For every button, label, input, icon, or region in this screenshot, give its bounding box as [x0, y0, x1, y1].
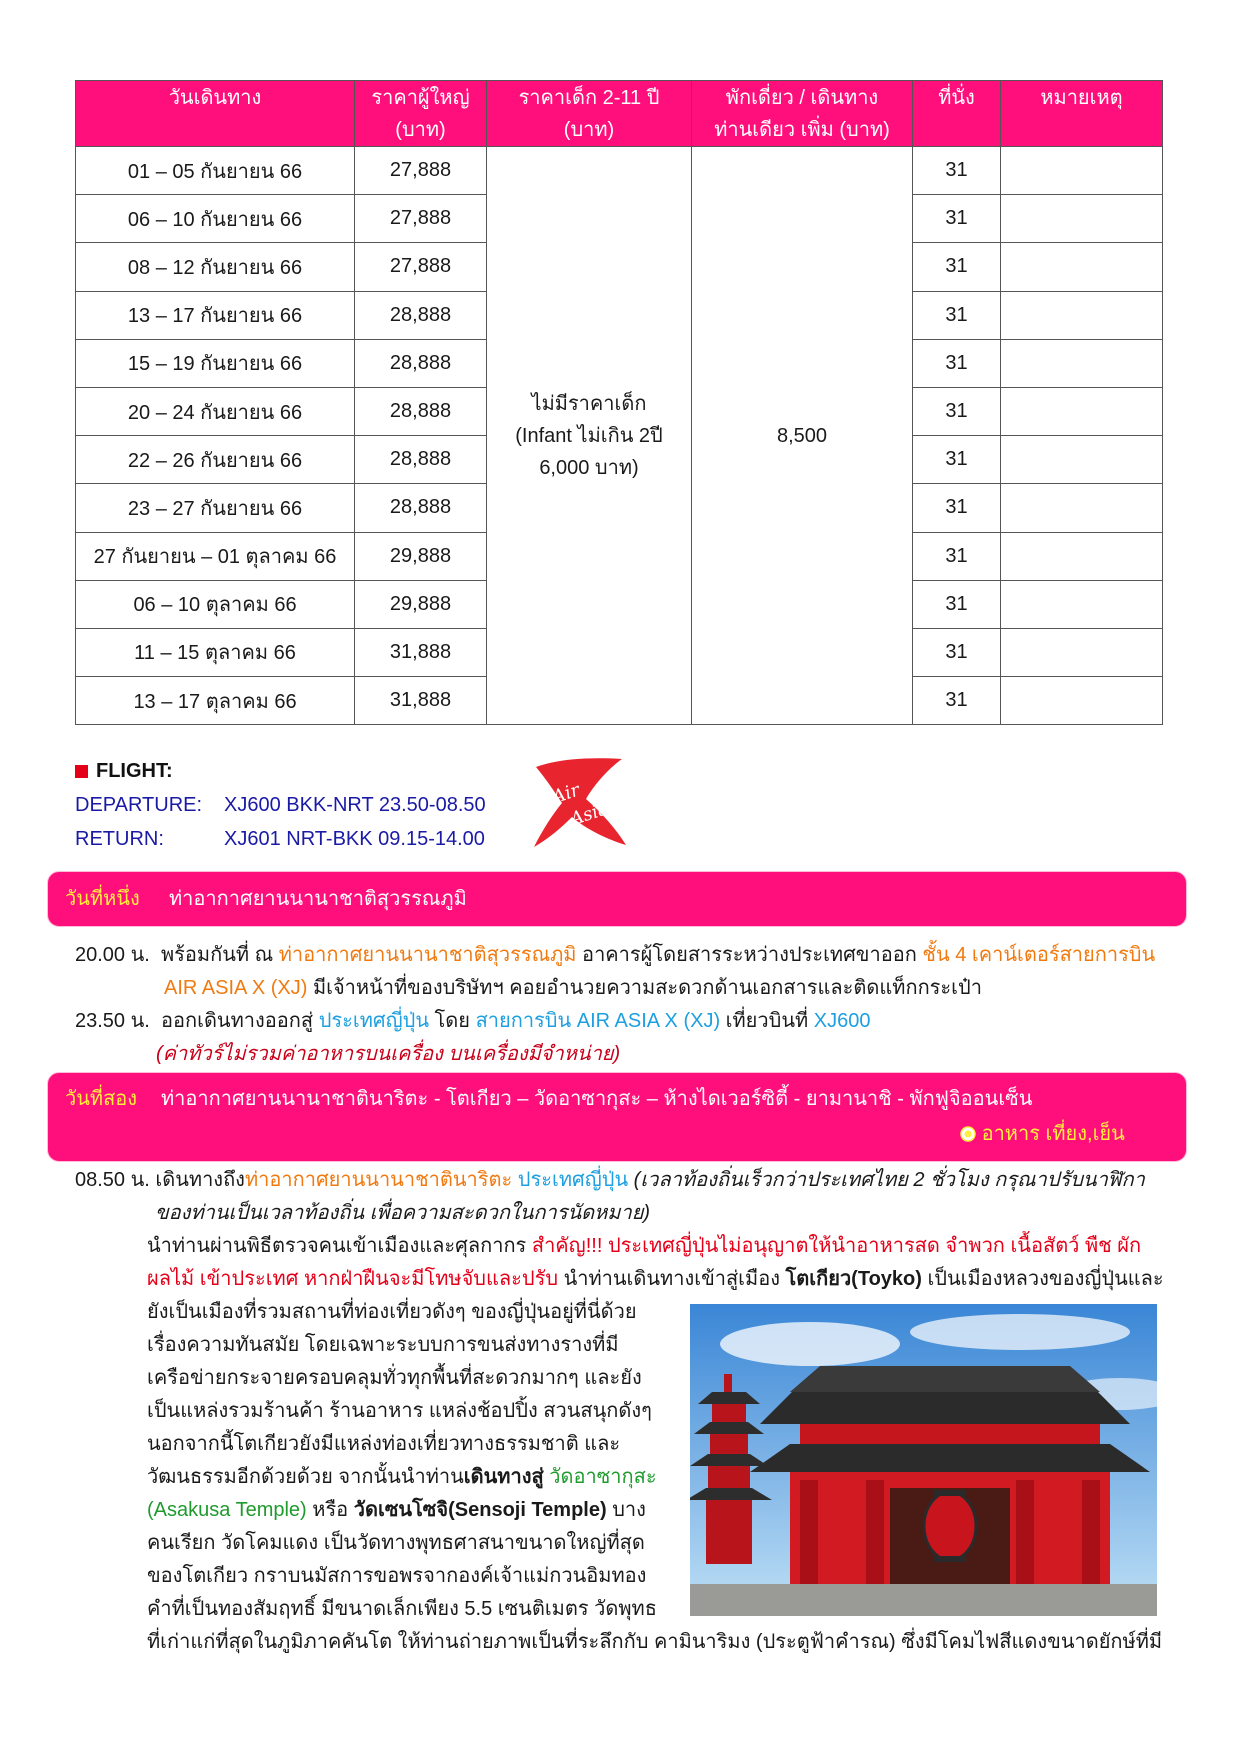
svg-text:Asia: Asia: [567, 798, 612, 831]
date-cell: 27 กันยายน – 01 ตุลาคม 66: [76, 532, 355, 580]
adult-price-cell: 28,888: [355, 291, 487, 339]
date-cell: 08 – 12 กันยายน 66: [76, 243, 355, 291]
day2-line-9: นอกจากนี้โตเกียวยังมีแหล่งท่องเที่ยวทางธรรมชาติ และ: [147, 1433, 621, 1455]
header-date: วันเดินทาง: [76, 81, 355, 147]
departure-label: DEPARTURE:: [75, 794, 203, 816]
remark-cell: [1001, 387, 1163, 435]
departure-row: [75, 788, 486, 822]
day2-line-10: วัฒนธรรมอีกด้วยด้วย จากนั้นนำท่านเดินทางสู่ วัดอาซากุสะ: [147, 1466, 657, 1488]
seats-cell: 31: [913, 195, 1001, 243]
adult-price-cell: 28,888: [355, 387, 487, 435]
day2-line-6: เรื่องความทันสมัย โดยเฉพาะระบบการขนส่งทางรางที่มี: [147, 1334, 619, 1356]
table-row: [76, 147, 1163, 195]
date-cell: 06 – 10 กันยายน 66: [76, 195, 355, 243]
day1-line-3: 23.50 น. ออกเดินทางออกสู่ ประเทศญี่ปุ่น โดย สายการบิน AIR ASIA X (XJ) เที่ยวบินที่ XJ600: [75, 1010, 871, 1032]
day1-line-2: AIR ASIA X (XJ) มีเจ้าหน้าที่ของบริษัทฯ คอยอำนวยความสะดวกด้านเอกสารและติดแท็กกระเป๋า: [164, 977, 982, 999]
remark-cell: [1001, 628, 1163, 676]
header-seats: ที่นั่ง: [913, 81, 1001, 147]
day2-line-5: ยังเป็นเมืองที่รวมสถานที่ท่องเที่ยวดังๆ ของญี่ปุ่นอยู่ที่นี่ด้วย: [147, 1301, 637, 1323]
date-cell: 01 – 05 กันยายน 66: [76, 147, 355, 195]
day2-label: วันที่สอง: [65, 1088, 138, 1110]
day1-label: วันที่หนึ่ง: [65, 888, 140, 910]
price-table-header: [76, 81, 1163, 147]
seats-cell: 31: [913, 387, 1001, 435]
remark-cell: [1001, 436, 1163, 484]
seats-cell: 31: [913, 147, 1001, 195]
asakusa-temple-photo: [690, 1304, 1157, 1616]
remark-cell: [1001, 532, 1163, 580]
flight-heading: FLIGHT:: [75, 754, 486, 788]
day2-line-13: ของโตเกียว กราบนมัสการขอพรจากองค์เจ้าแม่กวนอิมทอง: [147, 1565, 647, 1587]
day2-line-4: ผลไม้ เข้าประเทศ หากฝ่าฝืนจะมีโทษจับและปรับ นำท่านเดินทางเข้าสู่เมือง โตเกียว(Toyko) เป็นเมืองหลวงของญี่ปุ่นและ: [147, 1268, 1164, 1290]
day2-line-15: ที่เก่าแก่ที่สุดในภูมิภาคคันโต ให้ท่านถ่ายภาพเป็นที่ระลึกกับ คามินาริมง (ประตูฟ้าคำรณ) ซึ่งมีโคมไฟสีแดงขนาดยักษ์ที่มี: [147, 1631, 1163, 1653]
child-price-cell: ไม่มีราคาเด็ก (Infant ไม่เกิน 2ปี 6,000 บาท): [487, 147, 692, 725]
remark-cell: [1001, 195, 1163, 243]
day2-line-8: เป็นแหล่งรวมร้านค้า ร้านอาหาร แหล่งช้อปปิ้ง สวนสนุกดังๆ: [147, 1400, 652, 1422]
header-adult-price: ราคาผู้ใหญ่ (บาท): [355, 81, 487, 147]
day1-title: ท่าอากาศยานนานาชาติสุวรรณภูมิ: [169, 888, 467, 910]
plate-icon: [960, 1126, 976, 1142]
remark-cell: [1001, 677, 1163, 725]
adult-price-cell: 27,888: [355, 147, 487, 195]
date-cell: 11 – 15 ตุลาคม 66: [76, 628, 355, 676]
remark-cell: [1001, 147, 1163, 195]
date-cell: 06 – 10 ตุลาคม 66: [76, 580, 355, 628]
remark-cell: [1001, 484, 1163, 532]
adult-price-cell: 28,888: [355, 339, 487, 387]
seats-cell: 31: [913, 339, 1001, 387]
seats-cell: 31: [913, 291, 1001, 339]
header-single-supplement: พักเดี่ยว / เดินทาง ท่านเดียว เพิ่ม (บาท): [692, 81, 913, 147]
date-cell: 23 – 27 กันยายน 66: [76, 484, 355, 532]
seats-cell: 31: [913, 436, 1001, 484]
day2-line-1: 08.50 น. เดินทางถึงท่าอากาศยานนานาชาตินาริตะ ประเทศญี่ปุ่น (เวลาท้องถิ่นเร็วกว่าประเทศไทย 2 ชั่วโมง กรุณาปรับนาฬิกา: [75, 1169, 1145, 1191]
adult-price-cell: 27,888: [355, 195, 487, 243]
header-child-price: ราคาเด็ก 2-11 ปี (บาท): [487, 81, 692, 147]
day2-meal: อาหาร เที่ยง,เย็น: [960, 1118, 1125, 1151]
adult-price-cell: 28,888: [355, 436, 487, 484]
price-table: [75, 80, 1163, 725]
remark-cell: [1001, 339, 1163, 387]
remark-cell: [1001, 291, 1163, 339]
day2-line-14: คำที่เป็นทองสัมฤทธิ์ มีขนาดเล็กเพียง 5.5 เซนติเมตร วัดพุทธ: [147, 1598, 657, 1620]
adult-price-cell: 29,888: [355, 532, 487, 580]
adult-price-cell: 27,888: [355, 243, 487, 291]
bullet-square-icon: [75, 765, 88, 778]
departure-value: XJ600 BKK-NRT 23.50-08.50: [224, 794, 486, 816]
seats-cell: 31: [913, 532, 1001, 580]
adult-price-cell: 31,888: [355, 677, 487, 725]
day2-title: ท่าอากาศยานนานาชาตินาริตะ - โตเกียว – วัดอาซากุสะ – ห้างไดเวอร์ซิตี้ - ยามานาชิ - พักฟูจิออนเซ็น: [161, 1088, 1033, 1110]
day1-line-1: 20.00 น. พร้อมกันที่ ณ ท่าอากาศยานนานาชาติสุวรรณภูมิ อาคารผู้โดยสารระหว่างประเทศขาออก ชั้น 4 เคาน์เตอร์สายการบิน: [75, 944, 1156, 966]
date-cell: 13 – 17 กันยายน 66: [76, 291, 355, 339]
day2-line-12: คนเรียก วัดโคมแดง เป็นวัดทางพุทธศาสนาขนาดใหญ่ที่สุด: [147, 1532, 645, 1554]
flight-info: [75, 754, 486, 856]
return-value: XJ601 NRT-BKK 09.15-14.00: [224, 828, 485, 850]
adult-price-cell: 29,888: [355, 580, 487, 628]
day2-line-7: เครือข่ายกระจายครอบคลุมทั่วทุกพื้นที่สะดวกมากๆ และยัง: [147, 1367, 642, 1389]
remark-cell: [1001, 243, 1163, 291]
day2-line-3: นำท่านผ่านพิธีตรวจคนเข้าเมืองและศุลกากร สำคัญ!!! ประเทศญี่ปุ่นไม่อนุญาตให้นำอาหารสด จำพวก เนื้อสัตว์ พืช ผัก: [147, 1235, 1142, 1257]
remark-cell: [1001, 580, 1163, 628]
seats-cell: 31: [913, 484, 1001, 532]
day2-banner: [47, 1072, 1187, 1162]
date-cell: 22 – 26 กันยายน 66: [76, 436, 355, 484]
date-cell: 13 – 17 ตุลาคม 66: [76, 677, 355, 725]
header-remark: หมายเหตุ: [1001, 81, 1163, 147]
return-label: RETURN:: [75, 828, 164, 850]
date-cell: 15 – 19 กันยายน 66: [76, 339, 355, 387]
adult-price-cell: 28,888: [355, 484, 487, 532]
adult-price-cell: 31,888: [355, 628, 487, 676]
seats-cell: 31: [913, 243, 1001, 291]
day1-banner: [47, 871, 1187, 927]
single-supplement-cell: 8,500: [692, 147, 913, 725]
svg-text:Air: Air: [549, 779, 583, 809]
date-cell: 20 – 24 กันยายน 66: [76, 387, 355, 435]
day2-line-11: (Asakusa Temple) หรือ วัดเซนโซจิ(Sensoji Temple) บาง: [147, 1499, 646, 1521]
seats-cell: 31: [913, 628, 1001, 676]
day1-note: (ค่าทัวร์ไม่รวมค่าอาหารบนเครื่อง บนเครื่องมีจำหน่าย): [156, 1043, 621, 1065]
day2-line-2: ของท่านเป็นเวลาท้องถิ่น เพื่อความสะดวกในการนัดหมาย): [155, 1202, 651, 1224]
seats-cell: 31: [913, 677, 1001, 725]
return-row: [75, 822, 486, 856]
seats-cell: 31: [913, 580, 1001, 628]
airasia-logo: [528, 755, 630, 849]
